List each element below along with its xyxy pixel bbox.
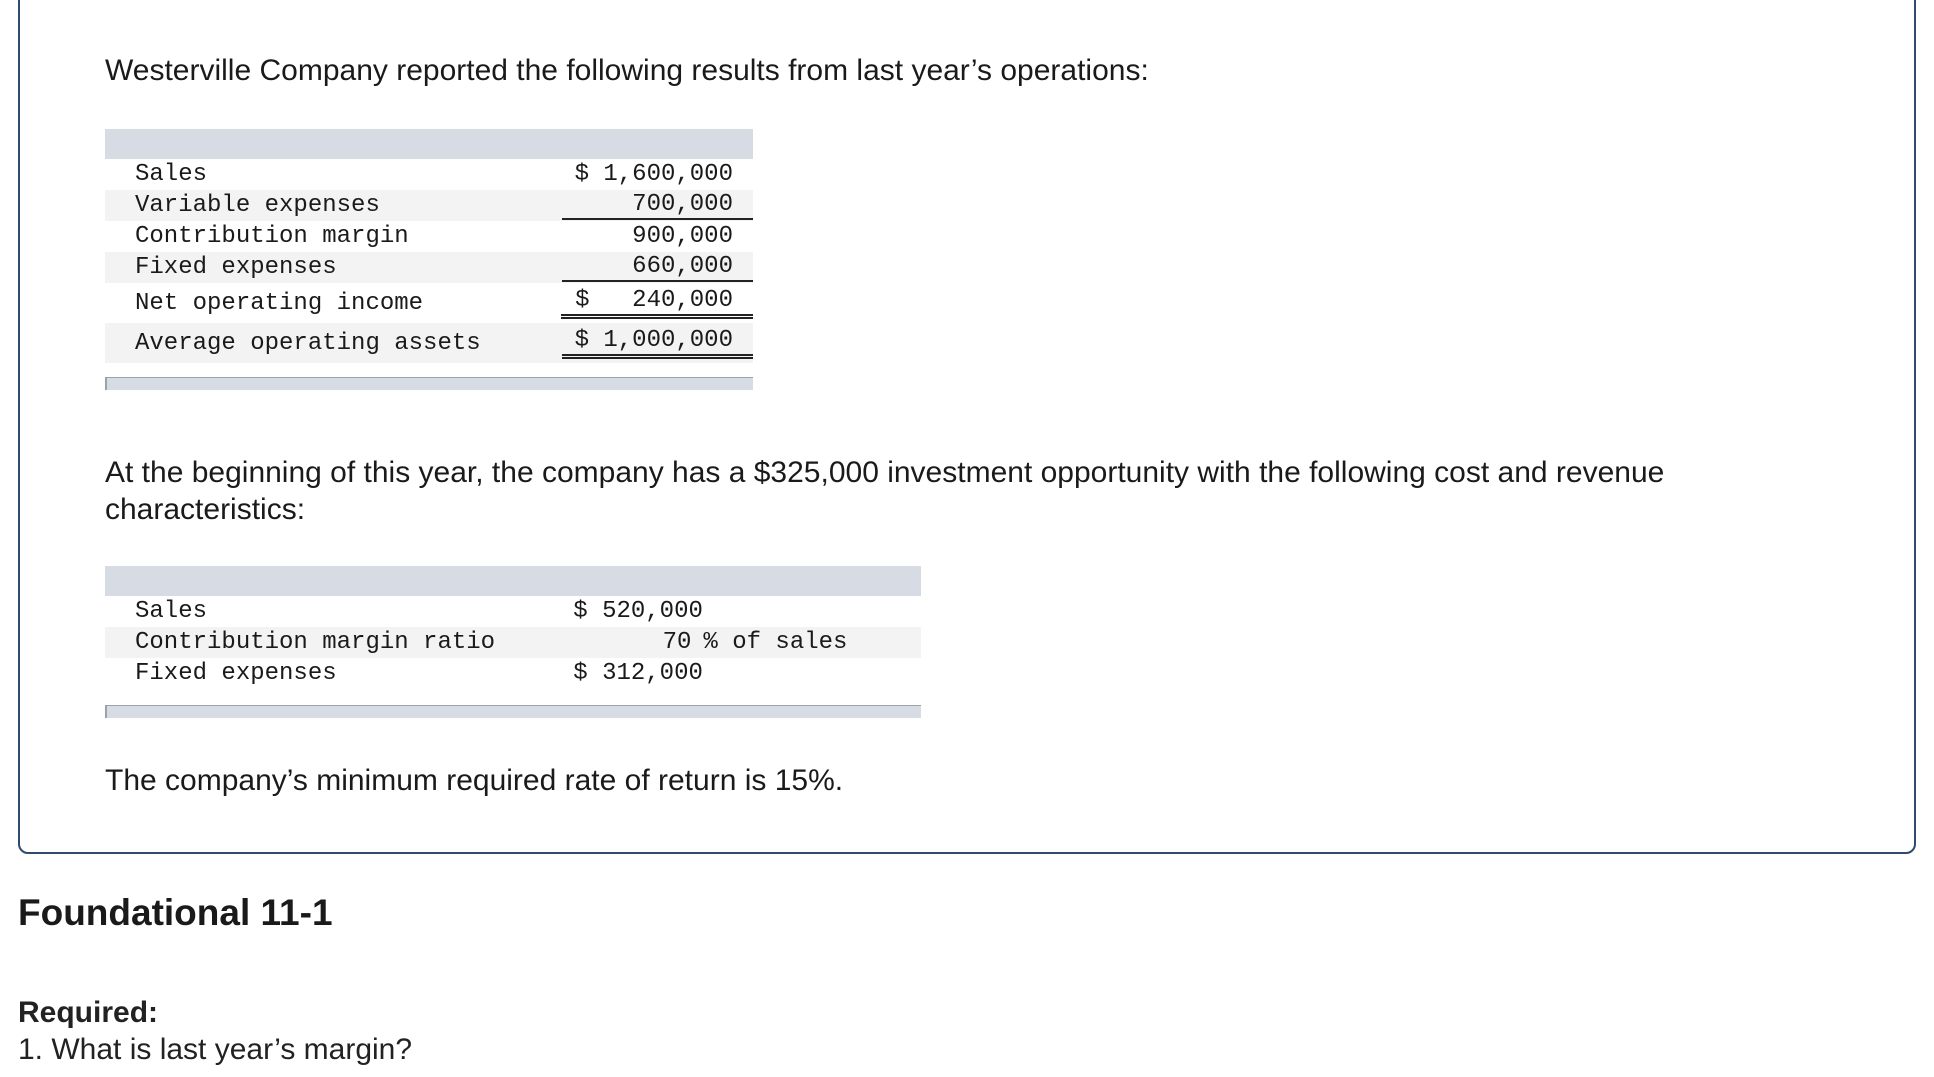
currency-symbol: $ [575, 287, 590, 314]
row-value: 700,000 [562, 191, 753, 220]
table-footer-band [105, 377, 753, 390]
amount: 240,000 [632, 287, 733, 314]
investment-opportunity-table [105, 566, 921, 718]
row-value [561, 287, 753, 319]
intro-text: Westerville Company reported the following results from last year’s operations: [105, 54, 1149, 87]
required-label: Required: [18, 996, 159, 1029]
row-unit: % of sales [703, 629, 848, 656]
row-label: Variable expenses [135, 192, 380, 219]
row-label: Contribution margin ratio [135, 629, 496, 656]
row-value: 900,000 [632, 223, 733, 250]
required-return-text: The company’s minimum required rate of return is 15%. [105, 764, 844, 797]
table-row [105, 323, 753, 363]
table-footer-band [105, 705, 921, 718]
table-row [105, 190, 753, 221]
row-value: 660,000 [562, 253, 753, 282]
section-heading: Foundational 11-1 [18, 892, 333, 933]
table-row [105, 159, 753, 190]
row-value: $ 1,000,000 [562, 327, 753, 359]
table-row [105, 283, 753, 323]
table-row [105, 627, 921, 658]
question-item: 1. What is last year’s margin? [18, 1033, 413, 1066]
table-header-band [105, 566, 921, 596]
table-row [105, 252, 753, 283]
row-label: Average operating assets [135, 329, 481, 357]
row-value: $ 312,000 [573, 660, 703, 687]
row-label: Sales [135, 598, 208, 625]
row-label: Fixed expenses [135, 254, 337, 281]
row-label: Sales [135, 161, 208, 188]
row-label: Fixed expenses [135, 660, 337, 687]
row-value: 70 [662, 629, 692, 656]
row-label: Net operating income [135, 289, 424, 317]
opportunity-text: At the beginning of this year, the company has a $325,000 investment opportunity with the following cost and revenue characteristics: [105, 456, 1665, 526]
table-row [105, 596, 921, 627]
table-row [105, 221, 753, 252]
row-value: $ 520,000 [573, 598, 703, 625]
table-header-band [105, 129, 753, 159]
row-value: $ 1,600,000 [574, 161, 733, 188]
table-row [105, 658, 921, 689]
row-label: Contribution margin [135, 223, 409, 250]
income-statement-table [105, 129, 753, 390]
